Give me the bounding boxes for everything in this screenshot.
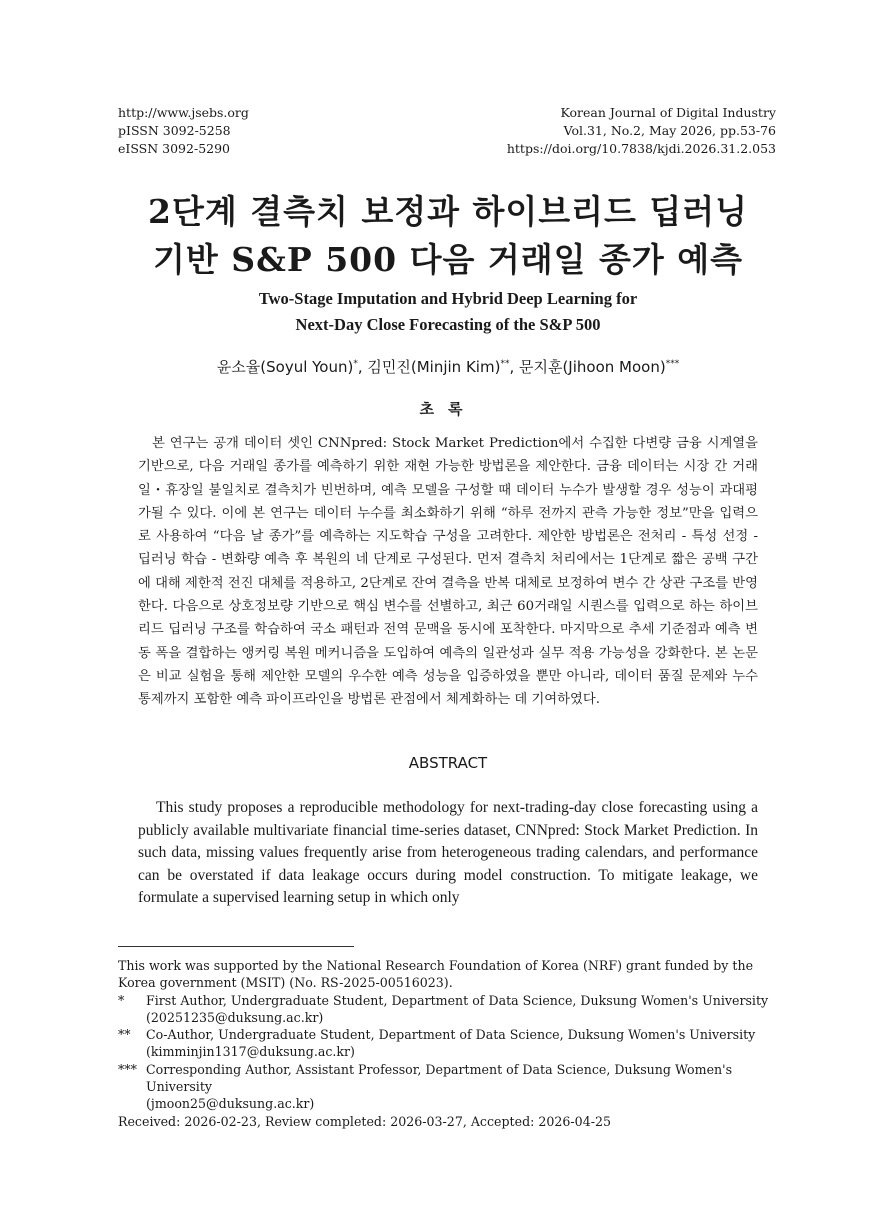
footnote-mark: ** [118, 1027, 131, 1043]
footnotes [118, 957, 778, 1130]
received-dates: Received: 2026-02-23, Review completed: 2026-03-27, Accepted: 2026-04-25 [118, 1113, 611, 1129]
print-issn: pISSN 3092-5258 [118, 123, 231, 138]
title-korean-line-2: 기반 S&P 500 다음 거래일 종가 예측 [153, 240, 743, 279]
journal-name: Korean Journal of Digital Industry [560, 105, 776, 120]
electronic-issn: eISSN 3092-5290 [118, 141, 230, 156]
author-list [0, 356, 896, 377]
abstract-korean-body: 본 연구는 공개 데이터 셋인 CNNpred: Stock Market Prediction에서 수집한 다변량 금융 시계열을 기반으로, 다음 거래일 종가를 예측하기 위한 재현 가능한 방법론을 제안한다. 금융 데이터는 시장 간 거래일・휴장일 불일치로 결측치가 빈번하며, 예측 모델을 구성할 때 데이터 누수가 발생할 경우 성능이 과대평가될 수 있다. 이에 본 연구는 데이터 누수를 최소화하기 위해 “하루 전까지 관측 가능한 정보”만을 입력으로 사용하여 “다음 날 종가”를 예측하는 지도학습 구성을 고려한다. 제안한 방법론은 전처리 - 특성 선정 - 딥러닝 학습 - 변화량 예측 후 복원의 네 단계로 구성된다. 먼저 결측치 처리에서는 1단계로 짧은 공백 구간에 대해 제한적 전진 대체를 적용하고, 2단계로 잔여 결측을 반복 대체로 보정하여 변수 간 상관 구조를 반영한다. 다음으로 상호정보량 기반으로 핵심 변수를 선별하고, 최근 60거래일 시퀀스를 입력으로 하는 하이브리드 딥러닝 구조를 학습하여 국소 패턴과 전역 문맥을 동시에 포착한다. 마지막으로 추세 기준점과 예측 변동 폭을 결합하는 앵커링 복원 메커니즘을 도입하여 예측의 일관성과 실무 적용 가능성을 강화한다. 본 논문은 비교 실험을 통해 제안한 모델의 우수한 예측 성능을 입증하였을 뿐만 아니라, 데이터 품질 문제와 누수 통제까지 포함한 예측 파이프라인을 방법론 관점에서 체계화하는 데 기여하였다. [138, 436, 758, 708]
author-2-mark: ** [500, 359, 510, 369]
title-english-line-2: Next-Day Close Forecasting of the S&P 500 [295, 315, 601, 334]
title-english [0, 286, 896, 338]
journal-url[interactable]: http://www.jsebs.org [118, 105, 249, 120]
volume-issue: Vol.31, No.2, May 2026, pp.53-76 [563, 123, 776, 138]
funding-note: This work was supported by the National Research Foundation of Korea (NRF) grant funded by the Korea government (MSIT) (No. RS-2025-00516023). [118, 958, 754, 991]
author-3-mark: *** [665, 359, 680, 369]
footnote-corresponding-author [118, 1061, 778, 1113]
footnote-first-author [118, 992, 778, 1027]
abstract-english-heading: ABSTRACT [408, 754, 488, 772]
title-korean-line-1: 2단계 결측치 보정과 하이브리드 딥러닝 [148, 192, 748, 231]
author-3: 문지훈(Jihoon Moon) [518, 358, 666, 376]
author-separator: , [357, 358, 368, 376]
footnote-text: Co-Author, Undergraduate Student, Department of Data Science, Duksung Women's University [146, 1027, 756, 1043]
author-1-mark: * [353, 359, 358, 369]
title-english-line-1: Two-Stage Imputation and Hybrid Deep Learning for [258, 289, 638, 308]
author-2: 김민진(Minjin Kim) [367, 358, 501, 376]
footnote-email[interactable]: (kimminjin1317@duksung.ac.kr) [146, 1044, 355, 1060]
footnote-email[interactable]: (jmoon25@duksung.ac.kr) [146, 1096, 315, 1112]
abstract-korean-heading: 초록 [419, 400, 477, 418]
journal-header-right [507, 104, 776, 158]
footnote-mark: *** [118, 1061, 137, 1077]
footnote-email[interactable]: (20251235@duksung.ac.kr) [146, 1009, 324, 1025]
title-korean [0, 188, 896, 284]
footnote-mark: * [118, 992, 125, 1008]
journal-header-left [118, 104, 249, 158]
abstract-english-body: This study proposes a reproducible methodology for next-trading-day close forecasting using a publicly available multivariate financial time-series dataset, CNNpred: Stock Market Prediction. In such data, missing values frequently arise from heterogeneous trading calendars, and performance can be overstated if data leakage occurs during model construction. To mitigate leakage, we formulate a supervised learning setup in which only [138, 799, 758, 907]
doi-link[interactable]: https://doi.org/10.7838/kjdi.2026.31.2.053 [506, 141, 776, 156]
author-separator: , [509, 358, 519, 376]
footnote-text: Corresponding Author, Assistant Professor, Department of Data Science, Duksung Women's University [146, 1061, 733, 1095]
footnote-divider [118, 946, 354, 947]
footnote-co-author [118, 1026, 778, 1061]
author-1: 윤소율(Soyul Youn) [216, 358, 354, 376]
footnote-text: First Author, Undergraduate Student, Department of Data Science, Duksung Women's University [146, 992, 769, 1008]
